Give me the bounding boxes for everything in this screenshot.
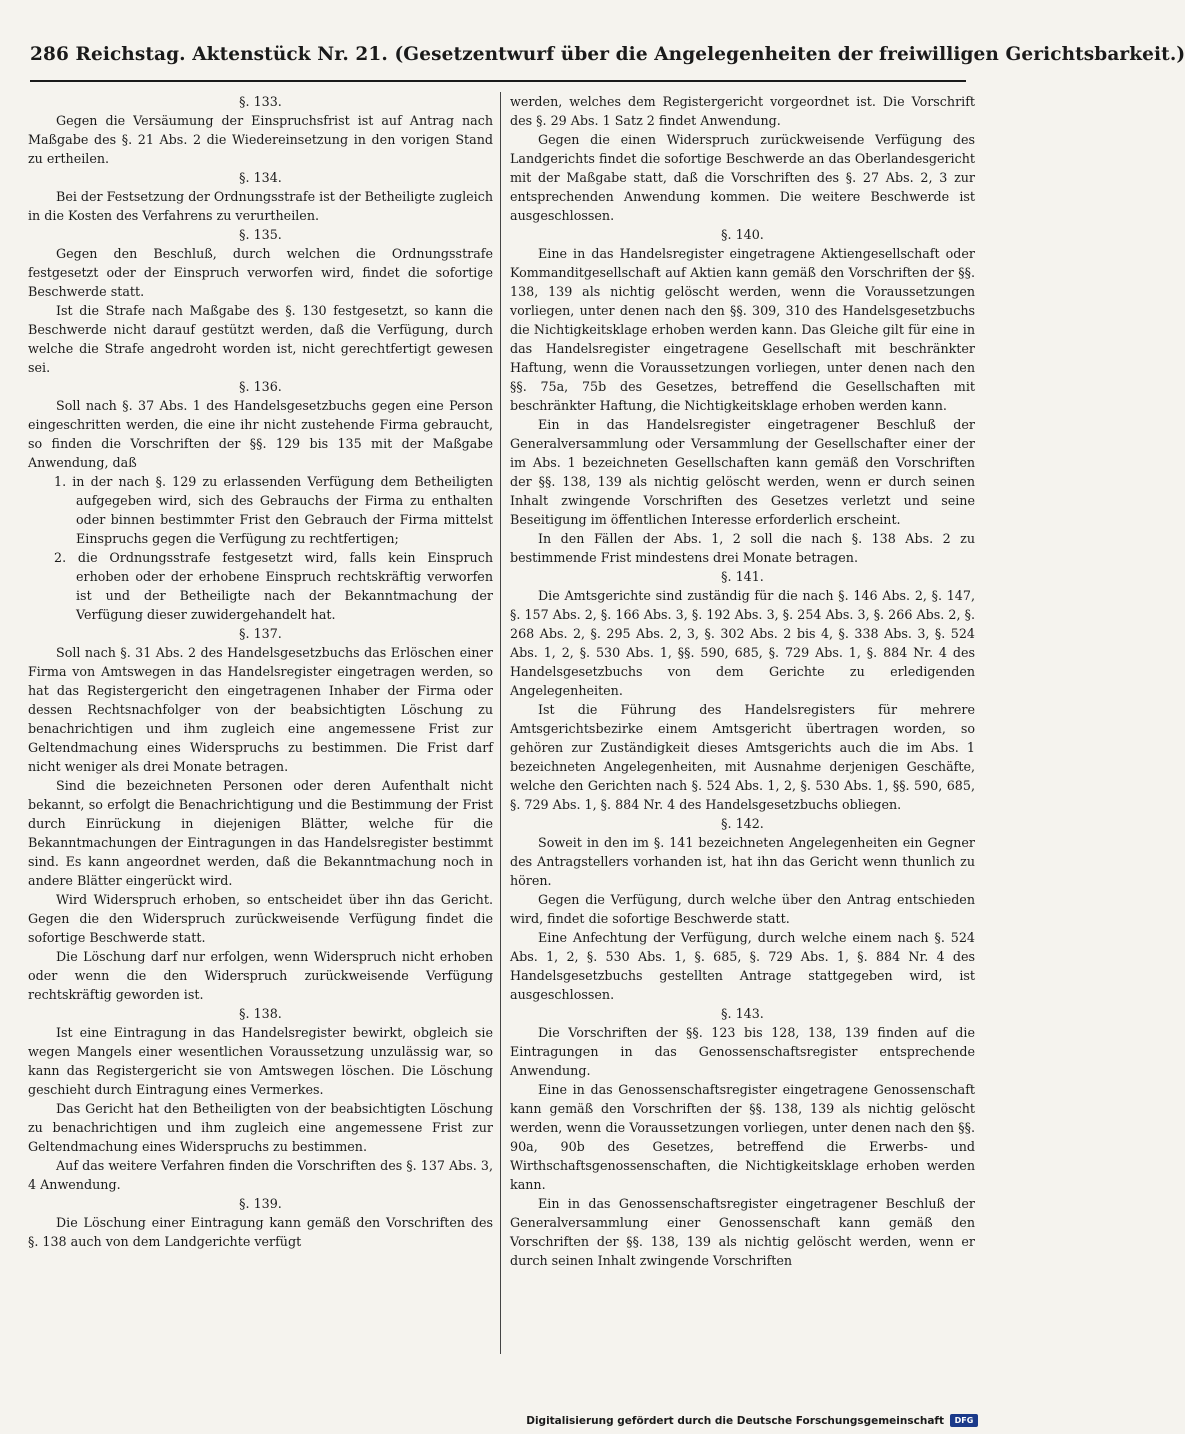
header-title: Reichstag. Aktenstück Nr. 21. (Gesetzentwurf über die Angelegenheiten der freiwilligen Gerichtsbarkeit.) <box>75 44 1185 65</box>
paragraph: Bei der Festsetzung der Ordnungsstrafe ist der Betheiligte zugleich in die Kosten des Verfahrens zu verurtheilen. <box>28 189 493 223</box>
footer-credit: Digitalisierung gefördert durch die Deutsche Forschungsgemeinschaft <box>526 1414 944 1427</box>
paragraph: Gegen den Beschluß, durch welchen die Ordnungsstrafe festgesetzt oder der Einspruch verworfen wird, findet die sofortige Beschwerde statt. <box>28 246 493 299</box>
paragraph: In den Fällen der Abs. 1, 2 soll die nach §. 138 Abs. 2 zu bestimmende Frist mindestens drei Monate betragen. <box>510 531 975 565</box>
section-heading: §. 139. <box>239 1196 282 1211</box>
paragraph: Wird Widerspruch erhoben, so entscheidet über ihn das Gericht. Gegen die den Widerspruch zurückweisende Verfügung findet die sofortige Beschwerde statt. <box>28 892 493 945</box>
paragraph: Soll nach §. 37 Abs. 1 des Handelsgesetzbuchs gegen eine Person eingeschritten werden, die eine ihr nicht zustehende Firma gebraucht, so finden die Vorschriften der §§. 129 bis 135 mit der Maßgabe Anwendung, daß <box>28 398 493 470</box>
paragraph: Ist eine Eintragung in das Handelsregister bewirkt, obgleich sie wegen Mangels einer wesentlichen Voraussetzung unzulässig war, so kann das Registergericht sie von Amtswegen löschen. Die Löschung geschieht durch Eintragung eines Vermerkes. <box>28 1025 493 1097</box>
page-number: 286 <box>30 44 69 65</box>
paragraph: Auf das weitere Verfahren finden die Vorschriften des §. 137 Abs. 3, 4 Anwendung. <box>28 1158 493 1192</box>
list-item: 2. die Ordnungsstrafe festgesetzt wird, falls kein Einspruch erhoben oder der erhobene Einspruch rechtskräftig verworfen ist und der Betheiligte nach der Bekanntmachung der Verfügung dieser zuwidergehandelt hat. <box>54 550 493 622</box>
section-heading: §. 137. <box>239 626 282 641</box>
right-column <box>510 92 975 1354</box>
header-rule <box>30 80 966 82</box>
section-heading: §. 138. <box>239 1006 282 1021</box>
paragraph-continuation: werden, welches dem Registergericht vorgeordnet ist. Die Vorschrift des §. 29 Abs. 1 Satz 2 findet Anwendung. <box>510 94 975 128</box>
section-heading: §. 134. <box>239 170 282 185</box>
paragraph: Eine in das Handelsregister eingetragene Aktiengesellschaft oder Kommanditgesellschaft auf Aktien kann gemäß den Vorschriften der §§. 138, 139 als nichtig gelöscht werden, wenn die Voraussetzungen vorliegen, unter denen nach den §§. 309, 310 des Handelsgesetzbuchs die Nichtigkeitsklage erhoben werden kann. Das Gleiche gilt für eine in das Handelsregister eingetragene Gesellschaft mit beschränkter Haftung, wenn die Voraussetzungen vorliegen, unter denen nach den §§. 75a, 75b des Gesetzes, betreffend die Gesellschaften mit beschränkter Haftung, die Nichtigkeitsklage erhoben werden kann. <box>510 246 975 413</box>
page-header <box>30 44 1185 65</box>
paragraph: Soweit in den im §. 141 bezeichneten Angelegenheiten ein Gegner des Antragstellers vorhanden ist, hat ihn das Gericht wenn thunlich zu hören. <box>510 835 975 888</box>
paragraph: Die Vorschriften der §§. 123 bis 128, 138, 139 finden auf die Eintragungen in das Genossenschaftsregister entsprechende Anwendung. <box>510 1025 975 1078</box>
paragraph: Gegen die Verfügung, durch welche über den Antrag entschieden wird, findet die sofortige Beschwerde statt. <box>510 892 975 926</box>
section-heading: §. 135. <box>239 227 282 242</box>
footer <box>526 1414 978 1427</box>
section-heading: §. 140. <box>721 227 764 242</box>
paragraph: Das Gericht hat den Betheiligten von der beabsichtigten Löschung zu benachrichtigen und ihm zugleich eine angemessene Frist zur Geltendmachung eines Widerspruchs zu bestimmen. <box>28 1101 493 1154</box>
paragraph: Ist die Strafe nach Maßgabe des §. 130 festgesetzt, so kann die Beschwerde nicht darauf gestützt werden, daß die Verfügung, durch welche die Strafe angedroht worden ist, nicht gerechtfertigt gewesen sei. <box>28 303 493 375</box>
section-heading: §. 143. <box>721 1006 764 1021</box>
paragraph: Die Löschung einer Eintragung kann gemäß den Vorschriften des §. 138 auch von dem Landgerichte verfügt <box>28 1215 493 1249</box>
paragraph: Gegen die einen Widerspruch zurückweisende Verfügung des Landgerichts findet die sofortige Beschwerde an das Oberlandesgericht mit der Maßgabe statt, daß die Vorschriften des §. 27 Abs. 2, 3 zur entsprechenden Anwendung kommen. Die weitere Beschwerde ist ausgeschlossen. <box>510 132 975 223</box>
paragraph: Soll nach §. 31 Abs. 2 des Handelsgesetzbuchs das Erlöschen einer Firma von Amtswegen in das Handelsregister eingetragen werden, so hat das Registergericht den eingetragenen Inhaber der Firma oder dessen Rechtsnachfolger von der beabsichtigten Löschung zu benachrichtigen und ihm zugleich eine angemessene Frist zur Geltendmachung eines Widerspruchs zu bestimmen. Die Frist darf nicht weniger als drei Monate betragen. <box>28 645 493 774</box>
paragraph: Gegen die Versäumung der Einspruchsfrist ist auf Antrag nach Maßgabe des §. 21 Abs. 2 die Wiedereinsetzung in den vorigen Stand zu ertheilen. <box>28 113 493 166</box>
section-heading: §. 142. <box>721 816 764 831</box>
paragraph: Ist die Führung des Handelsregisters für mehrere Amtsgerichtsbezirke einem Amtsgericht übertragen worden, so gehören zur Zuständigkeit dieses Amtsgerichts auch die im Abs. 1 bezeichneten Angelegenheiten, mit Ausnahme derjenigen Geschäfte, welche den Gerichten nach §. 524 Abs. 1, 2, §. 530 Abs. 1, §§. 590, 685, §. 729 Abs. 1, §. 884 Nr. 4 des Handelsgesetzbuchs obliegen. <box>510 702 975 812</box>
paragraph: Die Amtsgerichte sind zuständig für die nach §. 146 Abs. 2, §. 147, §. 157 Abs. 2, §. 166 Abs. 3, §. 192 Abs. 3, §. 254 Abs. 3, §. 266 Abs. 2, §. 268 Abs. 2, §. 295 Abs. 2, 3, §. 302 Abs. 2 bis 4, §. 338 Abs. 3, §. 524 Abs. 1, 2, §. 530 Abs. 1, §§. 590, 685, §. 729 Abs. 1, §. 884 Nr. 4 des Handelsgesetzbuchs von dem Gerichte zu erledigenden Angelegenheiten. <box>510 588 975 698</box>
paragraph: Eine Anfechtung der Verfügung, durch welche einem nach §. 524 Abs. 1, 2, §. 530 Abs. 1, §. 685, §. 729 Abs. 1, §. 884 Nr. 4 des Handelsgesetzbuchs gestellten Antrage stattgegeben wird, ist ausgeschlossen. <box>510 930 975 1002</box>
column-divider <box>500 92 501 1354</box>
paragraph: Sind die bezeichneten Personen oder deren Aufenthalt nicht bekannt, so erfolgt die Benachrichtigung und die Bestimmung der Frist durch Einrückung in diejenigen Blätter, welche für die Bekanntmachungen der Eintragungen in das Handelsregister bestimmt sind. Es kann angeordnet werden, daß die Bekanntmachung noch in andere Blätter eingerückt wird. <box>28 778 493 888</box>
dfg-logo: DFG <box>950 1414 978 1427</box>
paragraph: Eine in das Genossenschaftsregister eingetragene Genossenschaft kann gemäß den Vorschriften der §§. 138, 139 als nichtig gelöscht werden, wenn die Voraussetzungen vorliegen, unter denen nach den §§. 90a, 90b des Gesetzes, betreffend die Erwerbs- und Wirthschaftsgenossenschaften, die Nichtigkeitsklage erhoben werden kann. <box>510 1082 975 1192</box>
section-heading: §. 141. <box>721 569 764 584</box>
section-heading: §. 136. <box>239 379 282 394</box>
paragraph: Die Löschung darf nur erfolgen, wenn Widerspruch nicht erhoben oder wenn die den Widerspruch zurückweisende Verfügung rechtskräftig geworden ist. <box>28 949 493 1002</box>
left-column <box>28 92 493 1354</box>
paragraph: Ein in das Genossenschaftsregister eingetragener Beschluß der Generalversammlung einer Genossenschaft kann gemäß den Vorschriften der §§. 138, 139 als nichtig gelöscht werden, wenn er durch seinen Inhalt zwingende Vorschriften <box>510 1196 975 1268</box>
list-item: 1. in der nach §. 129 zu erlassenden Verfügung dem Betheiligten aufgegeben wird, sich des Gebrauchs der Firma zu enthalten oder binnen bestimmter Frist den Gebrauch der Firma mittelst Einspruchs gegen die Verfügung zu rechtfertigen; <box>54 474 493 546</box>
section-heading: §. 133. <box>239 94 282 109</box>
paragraph: Ein in das Handelsregister eingetragener Beschluß der Generalversammlung oder Versammlung der Gesellschafter einer der im Abs. 1 bezeichneten Gesellschaften kann gemäß den Vorschriften der §§. 138, 139 als nichtig gelöscht werden, wenn er durch seinen Inhalt zwingende Vorschriften des Gesetzes verletzt und seine Beseitigung im öffentlichen Interesse erforderlich erscheint. <box>510 417 975 527</box>
